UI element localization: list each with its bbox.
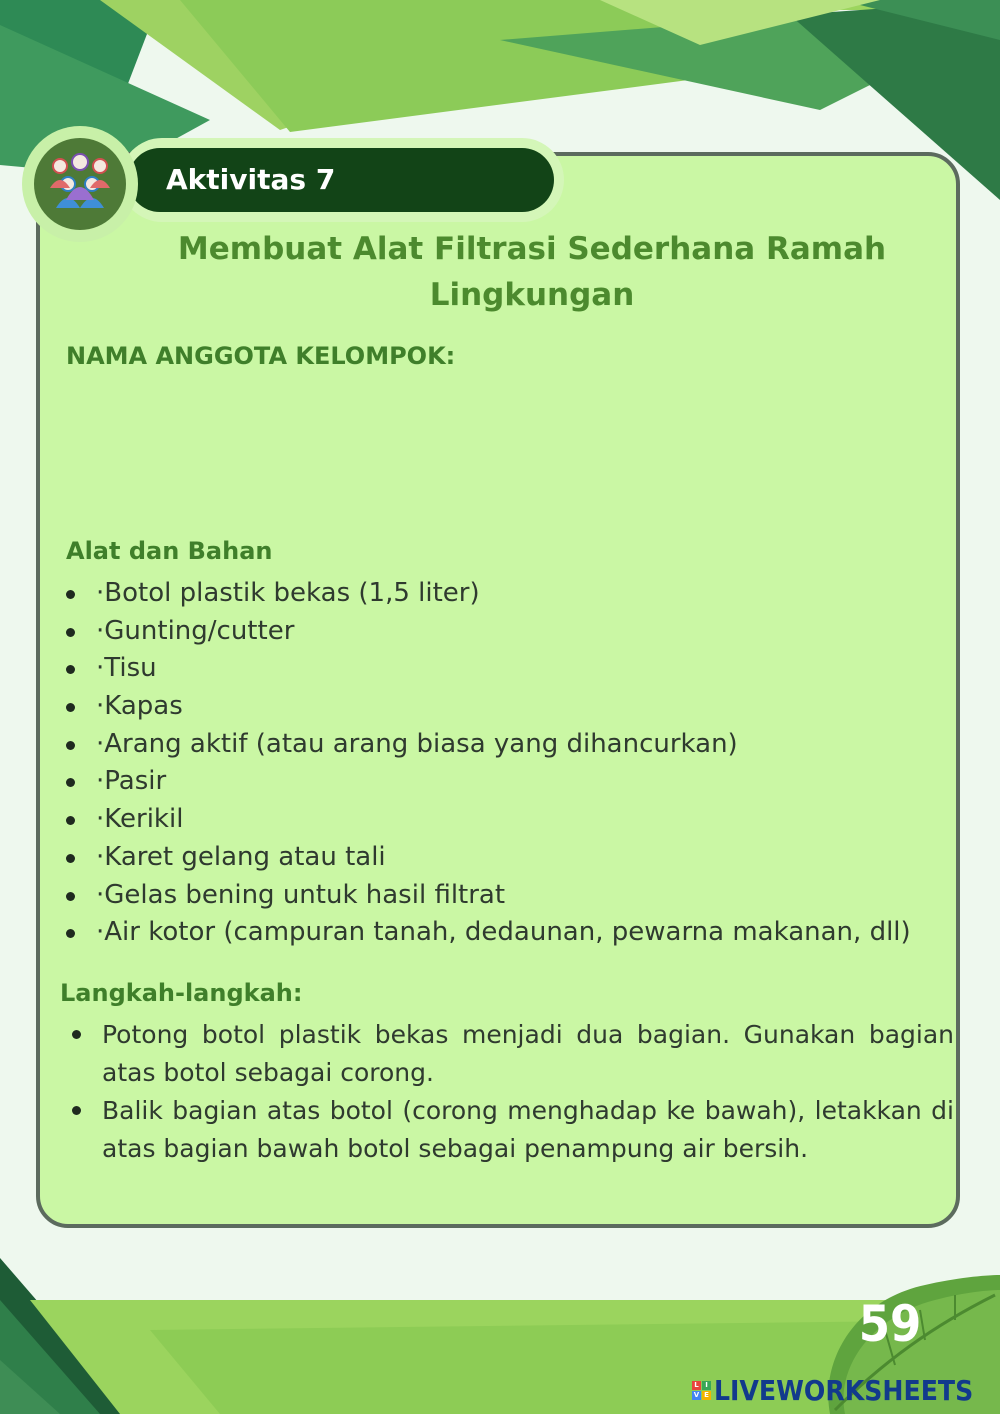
list-item <box>66 726 966 764</box>
step-text: Potong botol plastik bekas menjadi dua bagian. Gunakan bagian atas botol sebagai corong. <box>102 1020 954 1087</box>
logo-blocks-icon <box>692 1381 711 1400</box>
materials-label: Alat dan Bahan <box>66 537 273 565</box>
step-text: Balik bagian atas botol (corong menghadap ke bawah), letakkan di atas bagian bawah botol sebagai penampung air bersih. <box>102 1096 954 1163</box>
bullet-icon <box>72 1030 81 1039</box>
logo-block: V <box>693 1390 700 1399</box>
list-item-text: ·Tisu <box>96 653 157 684</box>
bullet-icon <box>66 892 75 901</box>
bullet-icon <box>72 1106 81 1115</box>
list-item-text: ·Gunting/cutter <box>96 615 295 646</box>
list-item-text: ·Arang aktif (atau arang biasa yang dihancurkan) <box>96 728 738 759</box>
logo-block: I <box>702 1381 711 1390</box>
list-item-text: ·Pasir <box>96 766 167 797</box>
icon-disc <box>34 138 126 230</box>
list-item <box>66 914 966 952</box>
bullet-icon <box>66 929 75 938</box>
list-item <box>72 1016 954 1092</box>
list-item <box>66 650 966 688</box>
group-people-icon <box>46 152 114 214</box>
list-item <box>72 1092 954 1168</box>
list-item-text: ·Karet gelang atau tali <box>96 841 386 872</box>
list-item <box>66 801 966 839</box>
bullet-icon <box>66 741 75 750</box>
bullet-icon <box>66 703 75 712</box>
materials-list <box>66 575 966 952</box>
list-item <box>66 839 966 877</box>
list-item-text: ·Kapas <box>96 691 183 722</box>
logo-block: L <box>692 1381 701 1390</box>
list-item <box>66 688 966 726</box>
liveworksheets-logo <box>692 1372 973 1408</box>
main-title: Membuat Alat Filtrasi Sederhana Ramah Lingkungan <box>177 231 887 313</box>
list-item-text: ·Kerikil <box>96 804 184 835</box>
list-item <box>66 575 966 613</box>
list-item <box>66 877 966 915</box>
bullet-icon <box>66 665 75 674</box>
members-label: NAMA ANGGOTA KELOMPOK: <box>66 342 456 370</box>
bullet-icon <box>66 816 75 825</box>
list-item-text: ·Gelas bening untuk hasil filtrat <box>96 879 506 910</box>
logo-block: E <box>702 1391 711 1400</box>
list-item <box>66 613 966 651</box>
page-number: 59 <box>858 1295 922 1353</box>
bullet-icon <box>66 778 75 787</box>
steps-label: Langkah-langkah: <box>60 979 303 1007</box>
bullet-icon <box>66 628 75 637</box>
bullet-icon <box>66 590 75 599</box>
steps-list <box>72 1016 954 1168</box>
brand-text: LIVEWORKSHEETS <box>714 1373 974 1407</box>
bullet-icon <box>66 854 75 863</box>
list-item <box>66 763 966 801</box>
activity-title: Aktivitas 7 <box>166 163 336 196</box>
list-item-text: ·Botol plastik bekas (1,5 liter) <box>96 578 480 608</box>
list-item-text: ·Air kotor (campuran tanah, dedaunan, pewarna makanan, dll) <box>96 917 911 948</box>
